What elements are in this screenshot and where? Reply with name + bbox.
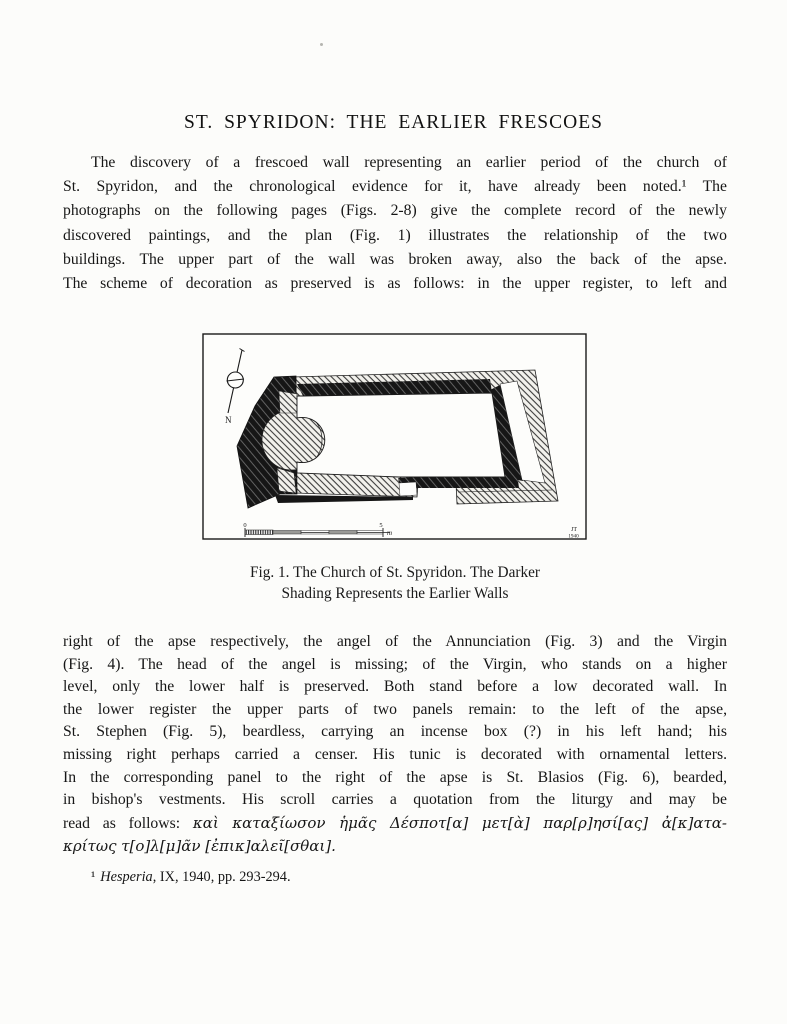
footnote-citation: , IX, 1940, pp. 293-294. <box>152 869 291 885</box>
nave-interior-with-apse <box>297 393 505 477</box>
paragraph-1-line: discovered paintings, and the plan (Fig. 1) illustrates the relationship of the two <box>63 226 727 244</box>
greek-liturgy-quote: κρίτως τ[ο]λ[μ]ᾶν [ἐπικ]αλεῖ[σθαι]. <box>63 837 336 856</box>
paragraph-1-line: buildings. The upper part of the wall was broken away, also the back of the apse. <box>63 250 727 268</box>
compass-label: N <box>225 415 232 425</box>
greek-liturgy-quote: καὶ καταξίωσον ἡμᾶς Δέσποτ[α] μετ[ὰ] παρ[ρ]ησί[ας] ἀ[κ]ατα- <box>192 813 727 832</box>
paragraph-2-line: St. Stephen (Fig. 5), beardless, carrying an incense box (?) in his left hand; his <box>63 723 727 741</box>
figure-caption-line2: Shading Represents the Earlier Walls <box>281 584 509 602</box>
figure-caption-line1: Fig. 1. The Church of St. Spyridon. The Darker <box>249 564 541 581</box>
paragraph-2-line-greek <box>63 812 727 836</box>
paragraph-2-line: In the corresponding panel to the right of the apse is St. Blasios (Fig. 6), bearded, <box>63 768 727 786</box>
signature-year: 1940 <box>568 533 579 540</box>
paragraph-2-line-greek <box>63 835 727 859</box>
paragraph-1-line: The scheme of decoration as preserved is as follows: in the upper register, to left and <box>63 275 727 293</box>
page-title: ST. SPYRIDON: THE EARLIER FRESCOES <box>184 112 603 133</box>
paragraph-2-line: missing right perhaps carried a censer. His tunic is decorated with ornamental letters. <box>63 745 727 763</box>
scale-unit-label: m <box>387 529 393 537</box>
paragraph-1-line: St. Spyridon, and the chronological evidence for it, have already been noted.¹ The <box>63 178 727 196</box>
scale-start-label: 0 <box>243 522 247 529</box>
church-plan-drawing <box>200 331 589 542</box>
paragraph-1-line: The discovery of a frescoed wall representing an earlier period of the church of <box>91 154 727 171</box>
paragraph-2-line: (Fig. 4). The head of the angel is missing; of the Virgin, who stands on a higher <box>63 655 727 673</box>
footnote-journal-title: Hesperia <box>100 869 153 885</box>
paragraph-1-line: photographs on the following pages (Figs. 2-8) give the complete record of the newly <box>63 202 727 220</box>
paragraph-1 <box>63 151 727 296</box>
signature-initials: JT <box>571 527 577 533</box>
footnote-marker: ¹ <box>91 869 96 885</box>
wall-gap-notch <box>399 482 417 496</box>
paragraph-2 <box>63 631 727 859</box>
scan-speck <box>320 43 323 46</box>
figure-caption <box>63 563 727 604</box>
footnote-1 <box>63 869 727 886</box>
paragraph-2-line: in bishop's vestments. His scroll carries a quotation from the liturgy and may be <box>63 791 727 809</box>
scale-end-label: 5 <box>379 522 383 529</box>
wall-patch-above-apse <box>279 391 297 413</box>
paragraph-2-line: level, only the lower half is preserved. Both stand before a low decorated wall. In <box>63 678 727 696</box>
liturgy-intro-text: read as follows: <box>63 814 193 832</box>
paragraph-2-line: right of the apse respectively, the angel of the Annunciation (Fig. 3) and the Virgin <box>63 633 727 650</box>
paragraph-2-line: the lower register the upper parts of two panels remain: to the left of the apse, <box>63 700 727 718</box>
figure-1-church-plan <box>200 331 589 542</box>
